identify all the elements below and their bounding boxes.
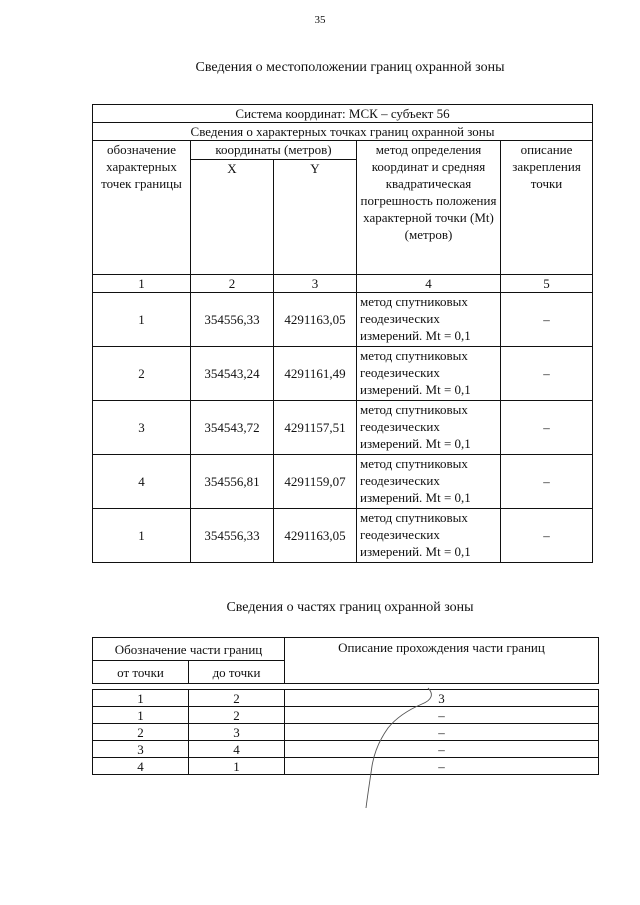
point-id: 4 bbox=[93, 455, 191, 509]
header-description: описание закрепления точки bbox=[501, 141, 593, 275]
header-x: X bbox=[191, 160, 274, 275]
boundary-points-table bbox=[92, 104, 593, 563]
point-id: 3 bbox=[93, 401, 191, 455]
coord-x: 354556,81 bbox=[191, 455, 274, 509]
column-number: 3 bbox=[274, 275, 357, 293]
page-number: 35 bbox=[314, 14, 326, 26]
table-row bbox=[93, 455, 593, 509]
coord-x: 354543,24 bbox=[191, 347, 274, 401]
table-row bbox=[93, 293, 593, 347]
coord-y: 4291163,05 bbox=[274, 509, 357, 563]
header-y: Y bbox=[274, 160, 357, 275]
to-point: 4 bbox=[189, 741, 285, 758]
header-coordinates: координаты (метров) bbox=[191, 141, 357, 160]
part-description: – bbox=[285, 724, 599, 741]
method-text: метод спутниковых геодезических измерений. Mt = 0,1 bbox=[357, 347, 501, 401]
coord-x: 354543,72 bbox=[191, 401, 274, 455]
coord-y: 4291161,49 bbox=[274, 347, 357, 401]
point-description: – bbox=[501, 401, 593, 455]
part-description: – bbox=[285, 758, 599, 775]
section-1-title: Сведения о местоположении границ охранной зоны bbox=[195, 60, 505, 75]
header-from-point: от точки bbox=[93, 661, 189, 684]
coord-y: 4291157,51 bbox=[274, 401, 357, 455]
coord-y: 4291159,07 bbox=[274, 455, 357, 509]
coord-y: 4291163,05 bbox=[274, 293, 357, 347]
to-point: 2 bbox=[189, 707, 285, 724]
boundary-parts-table bbox=[92, 637, 599, 775]
table-row bbox=[93, 758, 599, 775]
method-text: метод спутниковых геодезических измерений. Mt = 0,1 bbox=[357, 401, 501, 455]
from-point: 1 bbox=[93, 707, 189, 724]
header-part-description: Описание прохождения части границ bbox=[285, 638, 599, 684]
header-method: метод определения координат и средняя квадратическая погрешность положения характерной точки (Mt) (метров) bbox=[357, 141, 501, 275]
to-point: 1 bbox=[189, 758, 285, 775]
point-id: 1 bbox=[93, 293, 191, 347]
from-point: 4 bbox=[93, 758, 189, 775]
header-part-designation: Обозначение части границ bbox=[93, 638, 285, 661]
coord-x: 354556,33 bbox=[191, 509, 274, 563]
table-row bbox=[93, 509, 593, 563]
table-row bbox=[93, 741, 599, 758]
table-row bbox=[93, 690, 599, 707]
pen-scribble-mark bbox=[350, 682, 440, 812]
section-2-title: Сведения о частях границ охранной зоны bbox=[226, 600, 474, 615]
from-point: 2 bbox=[93, 724, 189, 741]
table-row bbox=[93, 707, 599, 724]
table-row bbox=[93, 401, 593, 455]
table-row bbox=[93, 724, 599, 741]
point-description: – bbox=[501, 455, 593, 509]
to-point: 2 bbox=[189, 690, 285, 707]
part-description: 3 bbox=[285, 690, 599, 707]
point-description: – bbox=[501, 347, 593, 401]
method-text: метод спутниковых геодезических измерений. Mt = 0,1 bbox=[357, 509, 501, 563]
column-number: 1 bbox=[93, 275, 191, 293]
part-description: – bbox=[285, 741, 599, 758]
point-id: 1 bbox=[93, 509, 191, 563]
header-designation: обозначение характерных точек границы bbox=[93, 141, 191, 275]
method-text: метод спутниковых геодезических измерений. Mt = 0,1 bbox=[357, 293, 501, 347]
from-point: 1 bbox=[93, 690, 189, 707]
from-point: 3 bbox=[93, 741, 189, 758]
coordinate-system-row: Система координат: МСК – субъект 56 bbox=[93, 105, 593, 123]
header-to-point: до точки bbox=[189, 661, 285, 684]
to-point: 3 bbox=[189, 724, 285, 741]
coord-x: 354556,33 bbox=[191, 293, 274, 347]
column-number: 5 bbox=[501, 275, 593, 293]
point-id: 2 bbox=[93, 347, 191, 401]
table-row bbox=[93, 347, 593, 401]
column-number: 2 bbox=[191, 275, 274, 293]
point-description: – bbox=[501, 509, 593, 563]
method-text: метод спутниковых геодезических измерений. Mt = 0,1 bbox=[357, 455, 501, 509]
points-info-row: Сведения о характерных точках границ охранной зоны bbox=[93, 123, 593, 141]
column-number: 4 bbox=[357, 275, 501, 293]
point-description: – bbox=[501, 293, 593, 347]
part-description: – bbox=[285, 707, 599, 724]
